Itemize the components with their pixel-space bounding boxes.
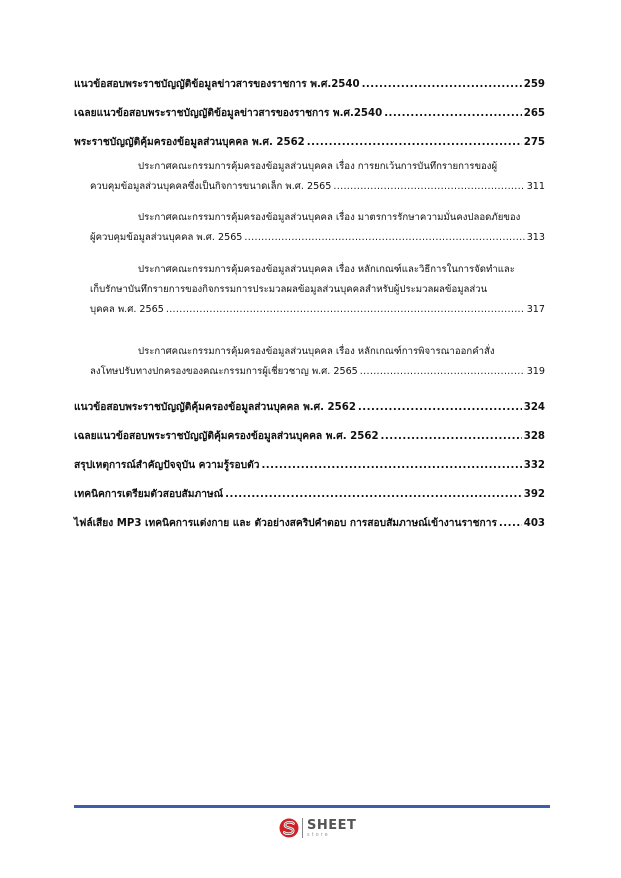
toc-page-number: 403: [523, 518, 545, 529]
toc-page-number: 259: [523, 79, 545, 90]
toc-page-number: 265: [523, 108, 545, 119]
toc-sub-entry-line: ประกาศคณะกรรมการคุ้มครองข้อมูลส่วนบุคคล เรื่อง การยกเว้นการบันทึกรายการของผู้: [138, 161, 498, 172]
toc-page-number: 328: [523, 431, 545, 442]
toc-leader-dots: [225, 489, 522, 500]
toc-entry-title: สรุปเหตุการณ์สำคัญปัจจุบัน ความรู้รอบตัว: [74, 460, 260, 471]
toc-page-number: 392: [523, 489, 545, 500]
toc-page-number: 275: [523, 137, 545, 148]
toc-sub-entry[interactable]: [74, 260, 545, 320]
toc-leader-dots: [360, 362, 525, 382]
toc-page-number: 324: [523, 402, 545, 413]
toc-sub-entry-line: เก็บรักษาบันทึกรายการของกิจกรรมการประมวลผลข้อมูลส่วนบุคคลสำหรับผู้ประมวลผลข้อมูลส่วน: [90, 284, 488, 295]
toc-sub-entry[interactable]: [74, 208, 545, 248]
toc-entry[interactable]: [74, 76, 545, 90]
toc-entry-title: แนวข้อสอบพระราชบัญญัติข้อมูลข่าวสารของราชการ พ.ศ.2540: [74, 79, 360, 90]
toc-entry[interactable]: [74, 428, 545, 442]
toc-entry[interactable]: [74, 486, 545, 500]
toc-sub-entry-line: ลงโทษปรับทางปกครองของคณะกรรมการผู้เชี่ยวชาญ พ.ศ. 2565: [90, 366, 358, 377]
toc-entry[interactable]: [74, 134, 545, 148]
toc-entry[interactable]: [74, 457, 545, 471]
toc-page-number: 319: [526, 366, 545, 377]
toc-entry-title: เฉลยแนวข้อสอบพระราชบัญญัติคุ้มครองข้อมูลส่วนบุคคล พ.ศ. 2562: [74, 431, 379, 442]
toc-leader-dots: [362, 79, 522, 90]
toc-page-number: 313: [526, 232, 545, 243]
toc-sub-entry-line: ประกาศคณะกรรมการคุ้มครองข้อมูลส่วนบุคคล เรื่อง หลักเกณฑ์การพิจารณาออกคำสั่ง: [138, 346, 495, 357]
toc-sub-entry-line: บุคคล พ.ศ. 2565: [90, 304, 164, 315]
logo-subtext: store: [307, 831, 330, 838]
toc-entry[interactable]: [74, 399, 545, 413]
logo-wordmark: [307, 819, 356, 838]
toc-page-number: 311: [526, 181, 545, 192]
toc-leader-dots: [499, 518, 522, 529]
toc-page-number: 317: [526, 304, 545, 315]
toc-leader-dots: [381, 431, 522, 442]
toc-leader-dots: [261, 460, 521, 471]
toc-leader-dots: [384, 108, 522, 119]
logo-text: SHEET: [307, 817, 357, 833]
toc-entry[interactable]: [74, 105, 545, 119]
logo-separator: [302, 818, 303, 838]
toc-sub-entry-line: ผู้ควบคุมข้อมูลส่วนบุคคล พ.ศ. 2565: [90, 232, 243, 243]
toc-leader-dots: [358, 402, 522, 413]
toc-leader-dots: [244, 228, 524, 248]
sheet-s-logo-icon: [279, 817, 299, 839]
footer-divider: [74, 805, 550, 808]
toc-sub-entry[interactable]: [74, 342, 545, 382]
toc-entry-title: เทคนิคการเตรียมตัวสอบสัมภาษณ์: [74, 489, 224, 500]
toc-entry-title: พระราชบัญญัติคุ้มครองข้อมูลส่วนบุคคล พ.ศ. 2562: [74, 137, 305, 148]
toc-sub-entry-line: ควบคุมข้อมูลส่วนบุคคลซึ่งเป็นกิจการขนาดเล็ก พ.ศ. 2565: [90, 181, 332, 192]
toc-sub-entry-line: ประกาศคณะกรรมการคุ้มครองข้อมูลส่วนบุคคล เรื่อง มาตรการรักษาความมั่นคงปลอดภัยของ: [138, 212, 521, 223]
toc-sub-entry-line: ประกาศคณะกรรมการคุ้มครองข้อมูลส่วนบุคคล เรื่อง หลักเกณฑ์และวิธีการในการจัดทำและ: [138, 264, 515, 275]
toc-page-number: 332: [523, 460, 545, 471]
toc-entry-title: เฉลยแนวข้อสอบพระราชบัญญัติข้อมูลข่าวสารของราชการ พ.ศ.2540: [74, 108, 383, 119]
footer-logo: [279, 817, 356, 839]
toc-entry[interactable]: [74, 515, 545, 529]
toc-leader-dots: [333, 177, 524, 197]
toc-leader-dots: [166, 300, 525, 320]
toc-entry-title: ไฟล์เสียง MP3 เทคนิคการแต่งกาย และ ตัวอย่างสคริปคำตอบ การสอบสัมภาษณ์เข้างานราชการ: [74, 518, 497, 529]
toc-entry-title: แนวข้อสอบพระราชบัญญัติคุ้มครองข้อมูลส่วนบุคคล พ.ศ. 2562: [74, 402, 356, 413]
toc-leader-dots: [307, 137, 522, 148]
toc-sub-entry[interactable]: [74, 157, 545, 197]
